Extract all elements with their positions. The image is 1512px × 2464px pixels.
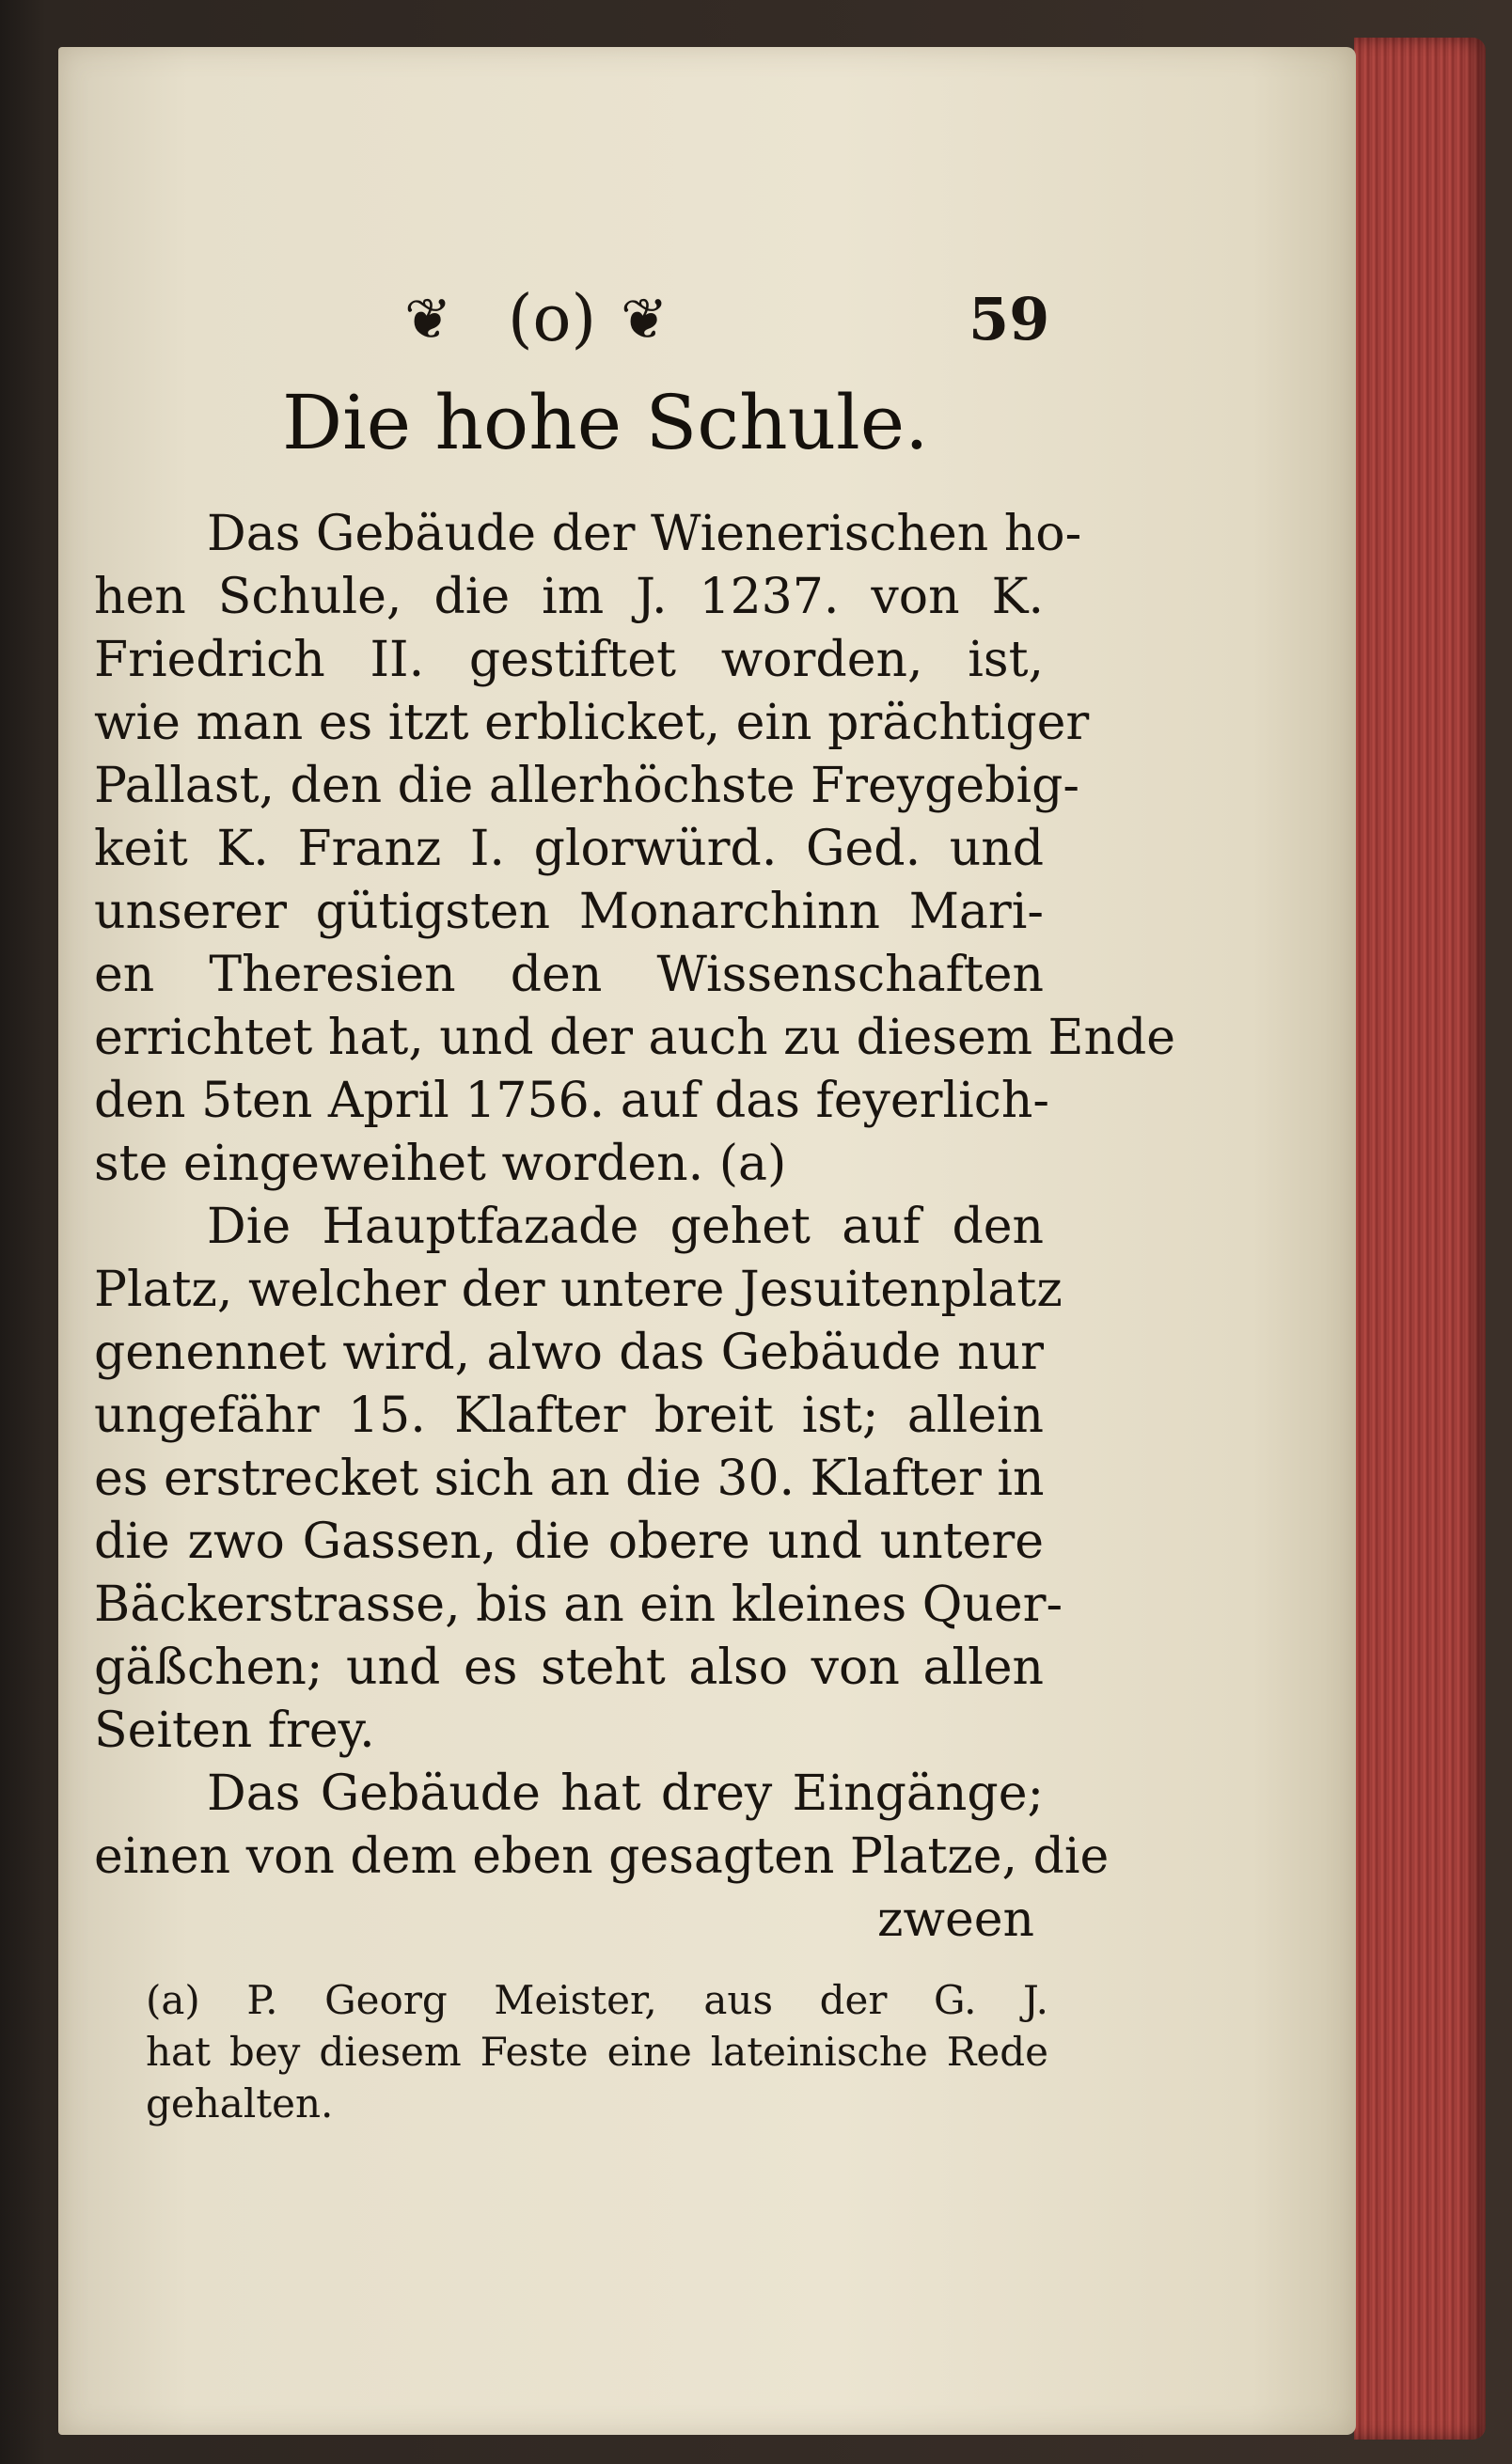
text-line: Das Gebäude der Wienerischen ho-	[207, 506, 1082, 562]
text-line: wie man es itzt erblicket, ein prächtiger	[94, 695, 1090, 751]
ornament-left-icon: ❦	[404, 287, 452, 353]
footnote-line: (a) P. Georg Meister, aus der G. J.	[146, 1977, 1048, 2023]
text-line: den 5ten April 1756. auf das feyerlich-	[94, 1073, 1049, 1129]
text-line: unserer gütigsten Monarchinn Mari-	[94, 884, 1044, 940]
footnote	[146, 1974, 1048, 2129]
text-line: Die Hauptfazade gehet auf den	[207, 1199, 1044, 1255]
footnote-line: hat bey diesem Feste eine lateinische Rede	[146, 2029, 1048, 2075]
text-line: Bäckerstrasse, bis an ein kleines Quer-	[94, 1577, 1063, 1633]
text-line: Seiten frey.	[94, 1703, 375, 1759]
ornament-right-icon: ❦	[621, 287, 669, 353]
footnote-line: gehalten.	[146, 2080, 334, 2127]
text-line: errichtet hat, und der auch zu diesem Ende	[94, 1010, 1176, 1066]
catchword: zween	[877, 1891, 1034, 1948]
text-line: Pallast, den die allerhöchste Freygebig-	[94, 758, 1079, 814]
page-number: 59	[969, 285, 1050, 353]
text-line: en Theresien den Wissenschaften	[94, 947, 1044, 1003]
text-line: die zwo Gassen, die obere und untere	[94, 1514, 1044, 1570]
book-page-edges	[1354, 38, 1486, 2440]
text-line: gäßchen; und es steht also von allen	[94, 1640, 1044, 1696]
text-line: ungefähr 15. Klafter breit ist; allein	[94, 1388, 1044, 1444]
text-line: keit K. Franz I. glorwürd. Ged. und	[94, 821, 1044, 877]
text-line: Friedrich II. gestiftet worden, ist,	[94, 632, 1044, 688]
text-line: es erstrecket sich an die 30. Klafter in	[94, 1451, 1045, 1507]
text-line: hen Schule, die im J. 1237. von K.	[94, 569, 1044, 625]
text-line: einen von dem eben gesagten Platze, die	[94, 1828, 1110, 1885]
text-line: Platz, welcher der untere Jesuitenplatz	[94, 1262, 1063, 1318]
page-marker: (o)	[508, 282, 596, 356]
text-line: Das Gebäude hat drey Eingänge;	[207, 1766, 1044, 1822]
body-text	[94, 503, 1176, 1952]
text-line: genennet wird, alwo das Gebäude nur	[94, 1325, 1044, 1381]
text-line: ste eingeweihet worden. (a)	[94, 1136, 787, 1192]
chapter-title: Die hohe Schule.	[282, 379, 929, 466]
